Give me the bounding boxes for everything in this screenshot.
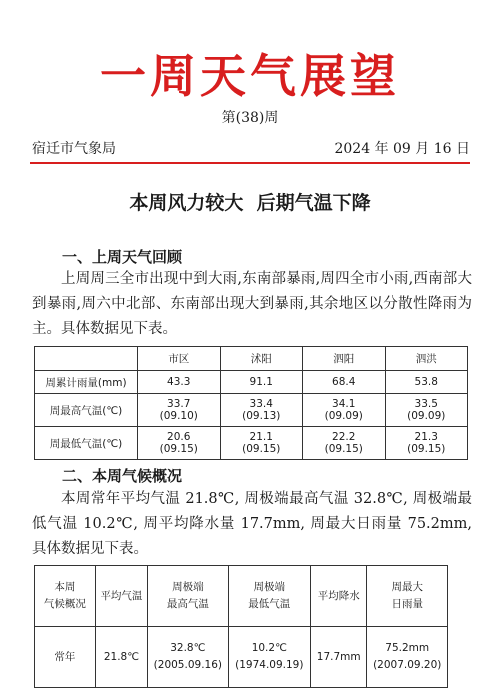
row-label: 周最高气温(℃)	[35, 394, 138, 427]
table-cell	[138, 371, 221, 394]
table-cell	[220, 427, 303, 460]
header-cell: 周极端 最高气温	[148, 566, 229, 627]
header-cell: 平均降水	[310, 566, 366, 627]
row-label: 周最低气温(℃)	[35, 427, 138, 460]
last-week-table	[34, 346, 468, 460]
cell-date: (09.15)	[324, 443, 363, 455]
table-header-row	[35, 566, 448, 627]
section-title-climate: 二、本周气候概况	[62, 467, 183, 485]
table-cell: 75.2mm (2007.09.20)	[367, 627, 448, 688]
row-label: 常年	[35, 627, 96, 688]
cell-date: (09.10)	[159, 410, 198, 422]
table-cell: 32.8℃ (2005.09.16)	[148, 627, 229, 688]
table-row	[35, 371, 468, 394]
table-cell	[303, 394, 386, 427]
table-header-row	[35, 347, 468, 371]
section-title-review: 一、上周天气回顾	[62, 248, 183, 266]
table-cell: 10.2℃ (1974.09.19)	[228, 627, 310, 688]
red-divider	[30, 162, 470, 164]
cell-value: 34.1	[332, 398, 356, 410]
table-cell	[220, 371, 303, 394]
header-cell: 泗阳	[303, 347, 386, 371]
table-cell	[385, 394, 468, 427]
headline: 本周风力较大 后期气温下降	[129, 192, 371, 214]
cell-value: 33.7	[167, 398, 191, 410]
table-row	[35, 427, 468, 460]
cell-value: 33.4	[249, 398, 273, 410]
header-cell: 市区	[138, 347, 221, 371]
cell-value: 33.5	[414, 398, 438, 410]
header-cell: 本周 气候概况	[35, 566, 96, 627]
issue-number: 第(38)周	[221, 110, 279, 126]
cell-value: 91.1	[249, 376, 273, 388]
climate-table	[34, 565, 448, 688]
review-paragraph: 上周周三全市出现中到大雨,东南部暴雨,周四全市小雨,西南部大到暴雨,周六中北部、东南部出现大到暴雨,其余地区以分散性降雨为主。具体数据见下表。	[32, 271, 472, 337]
table-cell: 17.7mm	[310, 627, 366, 688]
issue-date: 2024 年 09 月 16 日	[334, 141, 470, 157]
masthead-title: 一周天气展望	[100, 49, 400, 103]
header-cell: 沭阳	[220, 347, 303, 371]
cell-date: (09.15)	[242, 443, 281, 455]
header-cell: 平均气温	[95, 566, 147, 627]
cell-date: (09.15)	[159, 443, 198, 455]
header-cell: 泗洪	[385, 347, 468, 371]
table-cell	[385, 427, 468, 460]
cell-date: (09.15)	[407, 443, 446, 455]
cell-value: 21.3	[414, 431, 438, 443]
row-label: 周累计雨量(mm)	[35, 371, 138, 394]
cell-value: 22.2	[332, 431, 356, 443]
header-cell: 周最大 日雨量	[367, 566, 448, 627]
cell-value: 68.4	[332, 376, 356, 388]
climate-paragraph: 本周常年平均气温 21.8℃, 周极端最高气温 32.8℃, 周极端最低气温 10.2℃, 周平均降水量 17.7mm, 周最大日雨量 75.2mm, 具体数据见下表。	[32, 491, 472, 557]
table-cell	[385, 371, 468, 394]
table-cell	[138, 394, 221, 427]
cell-value: 21.1	[249, 431, 273, 443]
table-cell	[303, 371, 386, 394]
issuer: 宿迁市气象局	[32, 141, 116, 157]
table-cell: 21.8℃	[95, 627, 147, 688]
header-cell: 周极端 最低气温	[228, 566, 310, 627]
table-row	[35, 627, 448, 688]
cell-value: 43.3	[167, 376, 191, 388]
table-cell	[303, 427, 386, 460]
cell-value: 20.6	[167, 431, 191, 443]
table-cell	[220, 394, 303, 427]
cell-date: (09.09)	[407, 410, 446, 422]
cell-value: 53.8	[414, 376, 438, 388]
header-cell	[35, 347, 138, 371]
table-row	[35, 394, 468, 427]
table-cell	[138, 427, 221, 460]
cell-date: (09.09)	[324, 410, 363, 422]
cell-date: (09.13)	[242, 410, 281, 422]
